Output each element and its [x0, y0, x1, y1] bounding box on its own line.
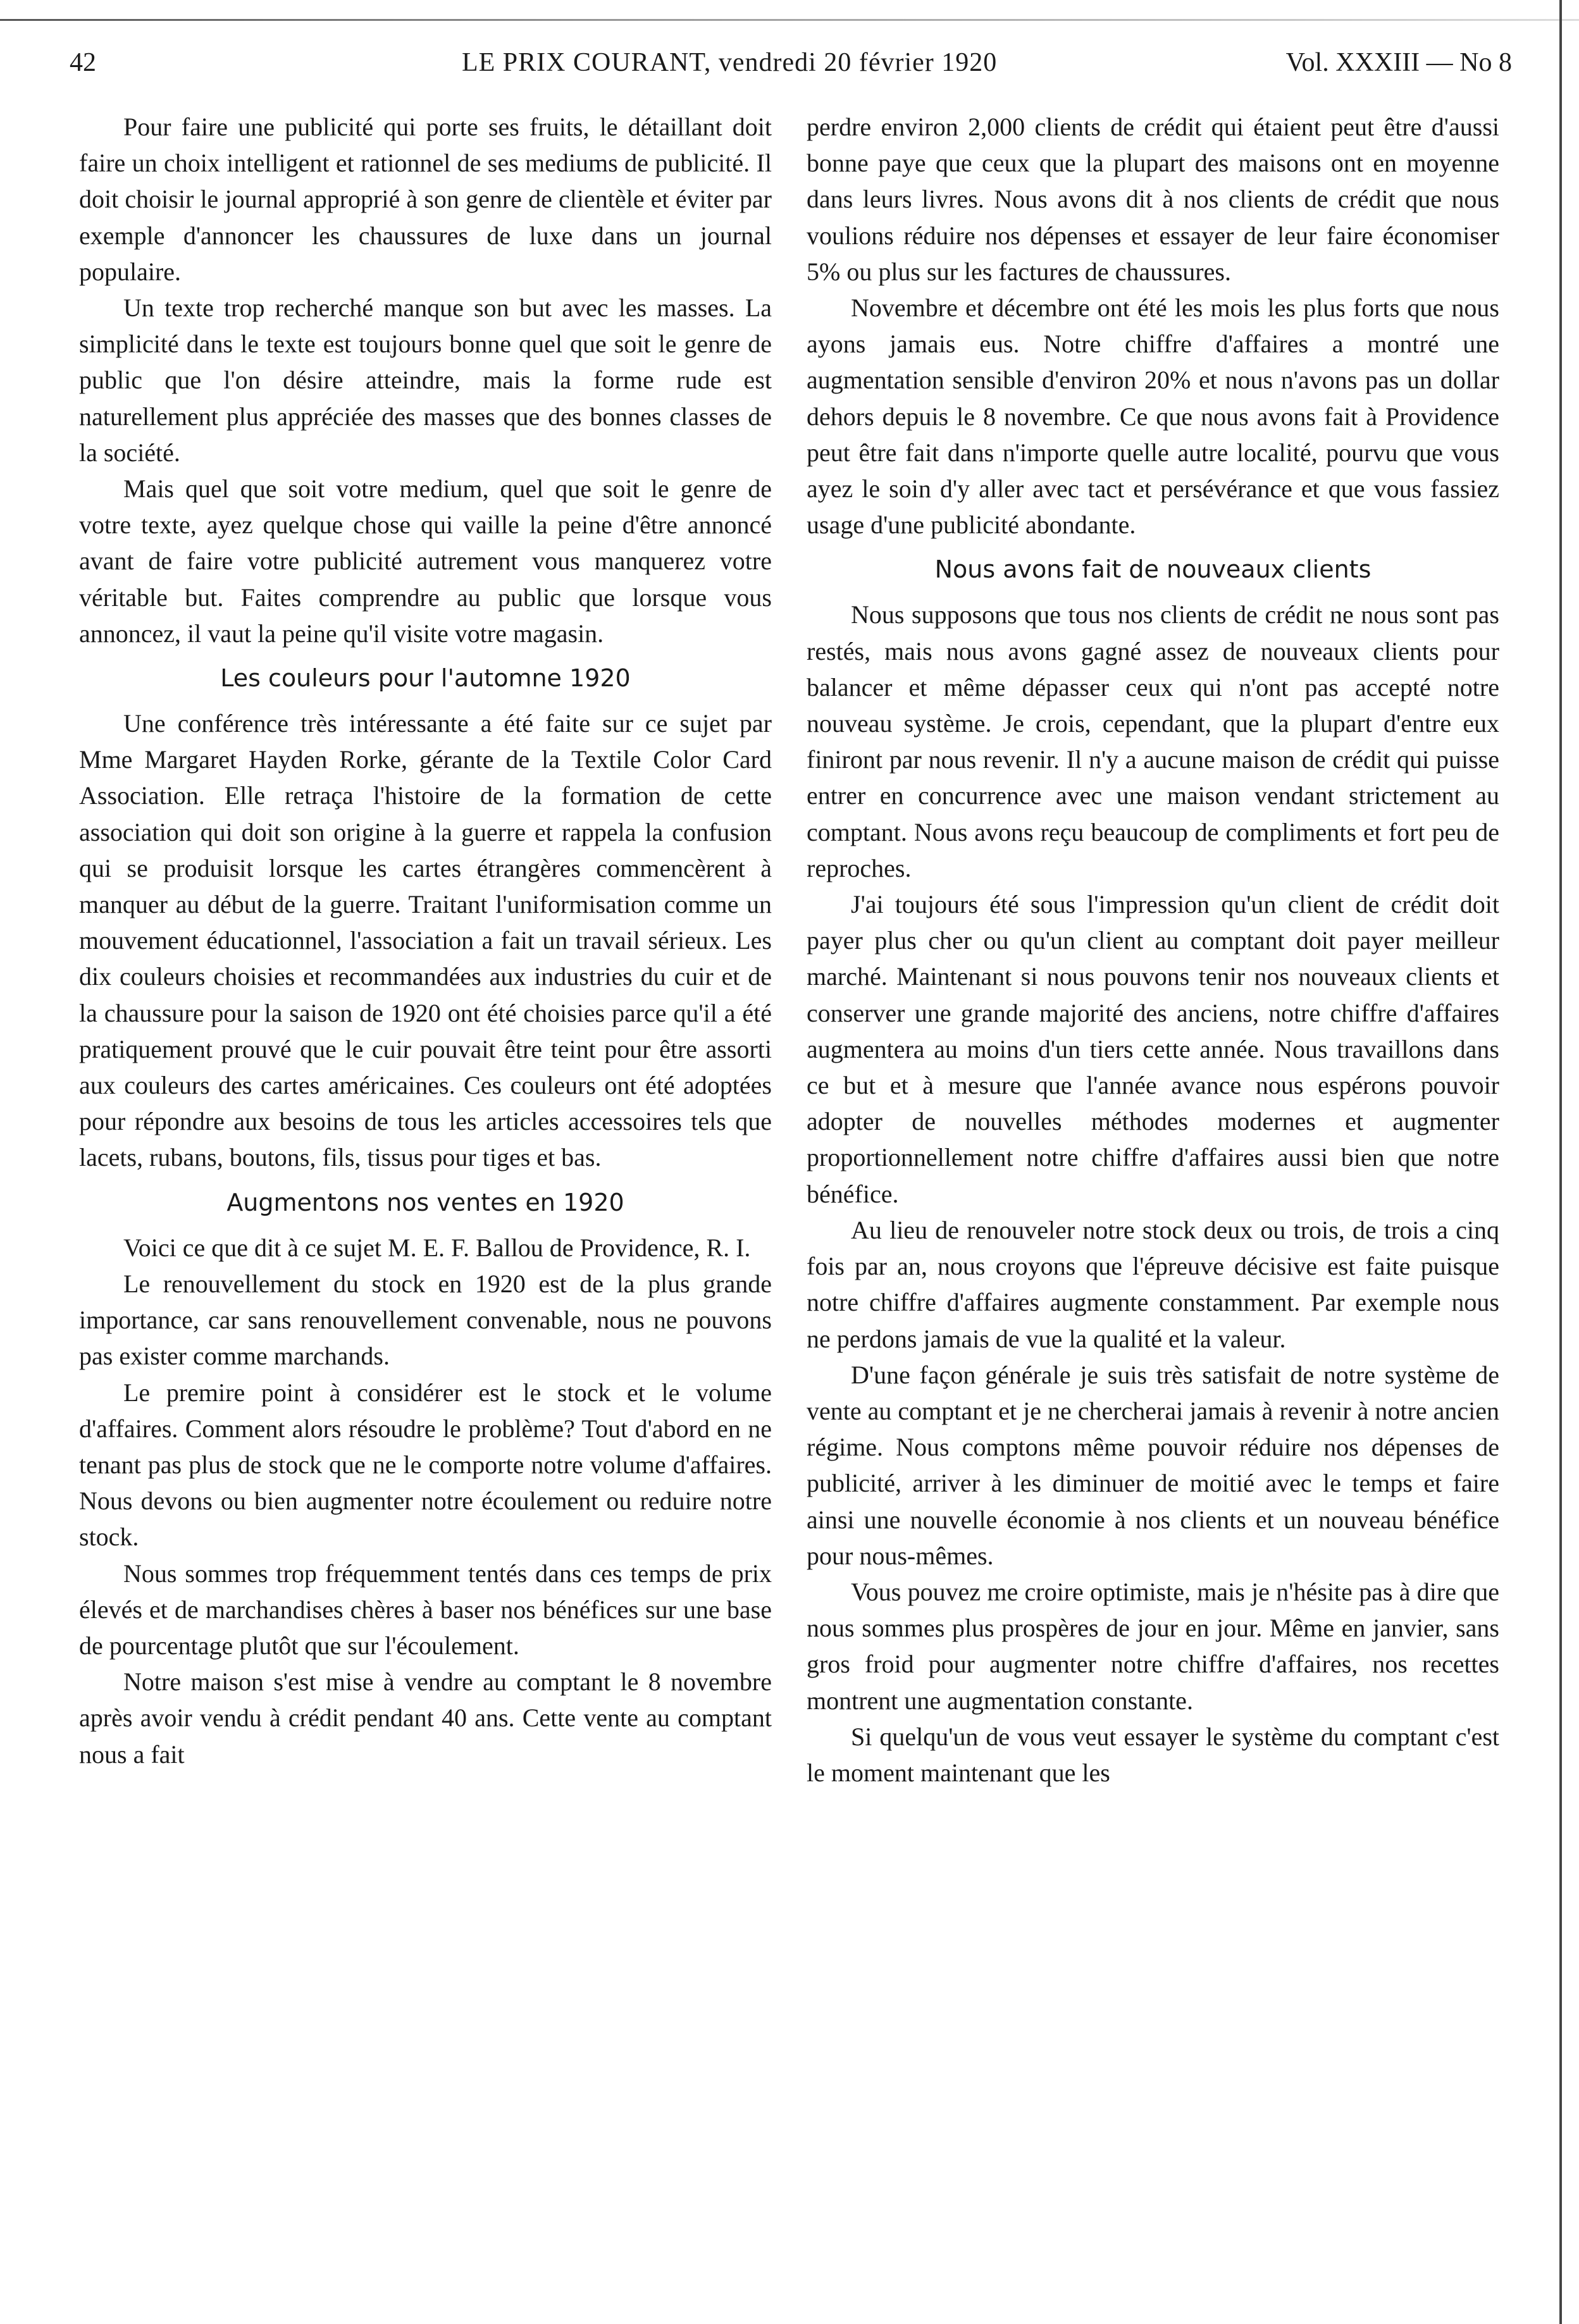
paragraph: Un texte trop recherché manque son but avec les masses. La simplicité dans le texte est toujours bonne quel que soit le genre de public que l'on désire atteindre, mais la forme rude est naturellement plus appréciée des masses que des bonnes classes de la société. [79, 294, 772, 467]
paragraph: J'ai toujours été sous l'impression qu'un client de crédit doit payer plus cher ou qu'un client au comptant doit payer meilleur marché. Maintenant si nous pouvons tenir nos nouveaux clients et conserver une grande majorité des anciens, notre chiffre d'affaires augmentera au moins d'un tiers cette année. Nous travaillons dans ce but et à mesure que l'année avance nous espérons pouvoir adopter de nouvelles méthodes modernes et augmenter proportionnellement notre chiffre d'affaires aussi bien que notre bénéfice. [807, 890, 1499, 1208]
section-heading: Nous avons fait de nouveaux clients [934, 555, 1372, 584]
paragraph: Vous pouvez me croire optimiste, mais je n'hésite pas à dire que nous sommes plus prospères de jour en jour. Même en janvier, sans gros froid pour augmenter notre chiffre d'affaires, nos recettes montrent une augmentation constante. [807, 1577, 1499, 1715]
section-heading: Augmentons nos ventes en 1920 [226, 1188, 624, 1216]
page-header [70, 47, 1512, 92]
paragraph: perdre environ 2,000 clients de crédit qui étaient peut être d'aussi bonne paye que ceux que la plupart des maisons ont en moyenne dans leurs livres. Nous avons dit à nos clients de crédit que nous voulions réduire nos dépenses et essayer de leur faire économiser 5% ou plus sur les factures de chaussures. [807, 113, 1499, 286]
paragraph: Le renouvellement du stock en 1920 est de la plus grande importance, car sans renouvellement convenable, nous ne pouvons pas exister comme marchands. [79, 1269, 772, 1371]
paragraph: Notre maison s'est mise à vendre au comptant le 8 novembre après avoir vendu à crédit pendant 40 ans. Cette vente au comptant nous a fait [79, 1667, 772, 1769]
volume-number: Vol. XXXIII — No 8 [1285, 48, 1512, 77]
paragraph: D'une façon générale je suis très satisfait de notre système de vente au comptant et je ne chercherai jamais à revenir à notre ancien régime. Nous comptons même pouvoir réduire nos dépenses de publicité, arriver à les diminuer de moitié avec le temps et faire ainsi une nouvelle économie à nos clients et un nouveau bénéfice pour nous-mêmes. [807, 1360, 1499, 1570]
paragraph: Nous supposons que tous nos clients de crédit ne nous sont pas restés, mais nous avons gagné assez de nouveaux clients pour balancer et même dépasser ceux qui n'ont pas accepté notre nouveau système. Je crois, cependant, que la plupart d'entre eux finiront par nous revenir. Il n'y a aucune maison de crédit qui puisse entrer en concurrence avec une maison vendant strictement au comptant. Nous avons reçu beaucoup de compliments et fort peu de reproches. [807, 600, 1499, 882]
paragraph: Si quelqu'un de vous veut essayer le système du comptant c'est le moment maintenant que les [807, 1722, 1499, 1787]
paragraph: Voici ce que dit à ce sujet M. E. F. Ballou de Providence, R. I. [123, 1233, 751, 1262]
paragraph: Pour faire une publicité qui porte ses fruits, le détaillant doit faire un choix intelligent et rationnel de ses mediums de publicité. Il doit choisir le journal approprié à son genre de clientèle et éviter par exemple d'annoncer les chaussures de luxe dans un journal populaire. [79, 113, 772, 286]
paragraph: Novembre et décembre ont été les mois les plus forts que nous ayons jamais eus. Notre chiffre d'affaires a montré une augmentation sensible d'environ 20% et nous n'avons pas un dollar dehors depuis le 8 novembre. Ce que nous avons fait à Providence peut être fait dans n'importe quelle autre localité, pourvu que vous ayez le soin d'y aller avec tact et persévérance et que vous fassiez usage d'une publicité abondante. [807, 294, 1499, 540]
paragraph: Le premire point à considérer est le stock et le volume d'affaires. Comment alors résoudre le problème? Tout d'abord en ne tenant pas plus de stock que ne le comporte notre volume d'affaires. Nous devons ou bien augmenter notre écoulement ou reduire notre stock. [79, 1378, 772, 1552]
paragraph: Une conférence très intéressante a été faite sur ce sujet par Mme Margaret Hayden Rorke, gérante de la Textile Color Card Association. Elle retraça l'histoire de la formation de cette association qui doit son origine à la guerre et rappela la confusion qui se produisit lorsque les cartes étrangères commencèrent à manquer au début de la guerre. Traitant l'uniformisation comme un mouvement éducationnel, l'association a fait un travail sérieux. Les dix couleurs choisies et recommandées aux industries du cuir et de la chaussure pour la saison de 1920 ont été choisies parce qu'il a été pratiquement prouvé que le cuir pouvait être teint pour être assorti aux couleurs des cartes américaines. Ces couleurs ont été adoptées pour répondre aux besoins de tous les articles accessoires tels que lacets, rubans, boutons, fils, tissus pour tiges et bas. [79, 709, 772, 1172]
right-column [807, 109, 1499, 2285]
section-heading: Les couleurs pour l'automne 1920 [220, 664, 631, 693]
page-number: 42 [70, 48, 96, 77]
top-rule [0, 19, 1579, 21]
paragraph: Nous sommes trop fréquemment tentés dans ces temps de prix élevés et de marchandises chères à baser nos bénéfices sur une base de pourcentage plutôt que sur l'écoulement. [79, 1559, 772, 1660]
newspaper-title: LE PRIX COURANT, vendredi 20 février 1920 [462, 48, 998, 77]
left-column [79, 109, 772, 2285]
page-edge [1559, 0, 1562, 2324]
paragraph: Au lieu de renouveler notre stock deux ou trois, de trois a cinq fois par an, nous croyons que l'épreuve décisive est faite puisque notre chiffre d'affaires augmente constamment. Par exemple nous ne perdons jamais de vue la qualité et la valeur. [807, 1215, 1499, 1353]
paragraph: Mais quel que soit votre medium, quel que soit le genre de votre texte, ayez quelque chose qui vaille la peine d'être annoncé avant de faire votre publicité autrement vous manquerez votre véritable but. Faites comprendre au public que lorsque vous annoncez, il vaut la peine qu'il visite votre magasin. [79, 474, 772, 648]
